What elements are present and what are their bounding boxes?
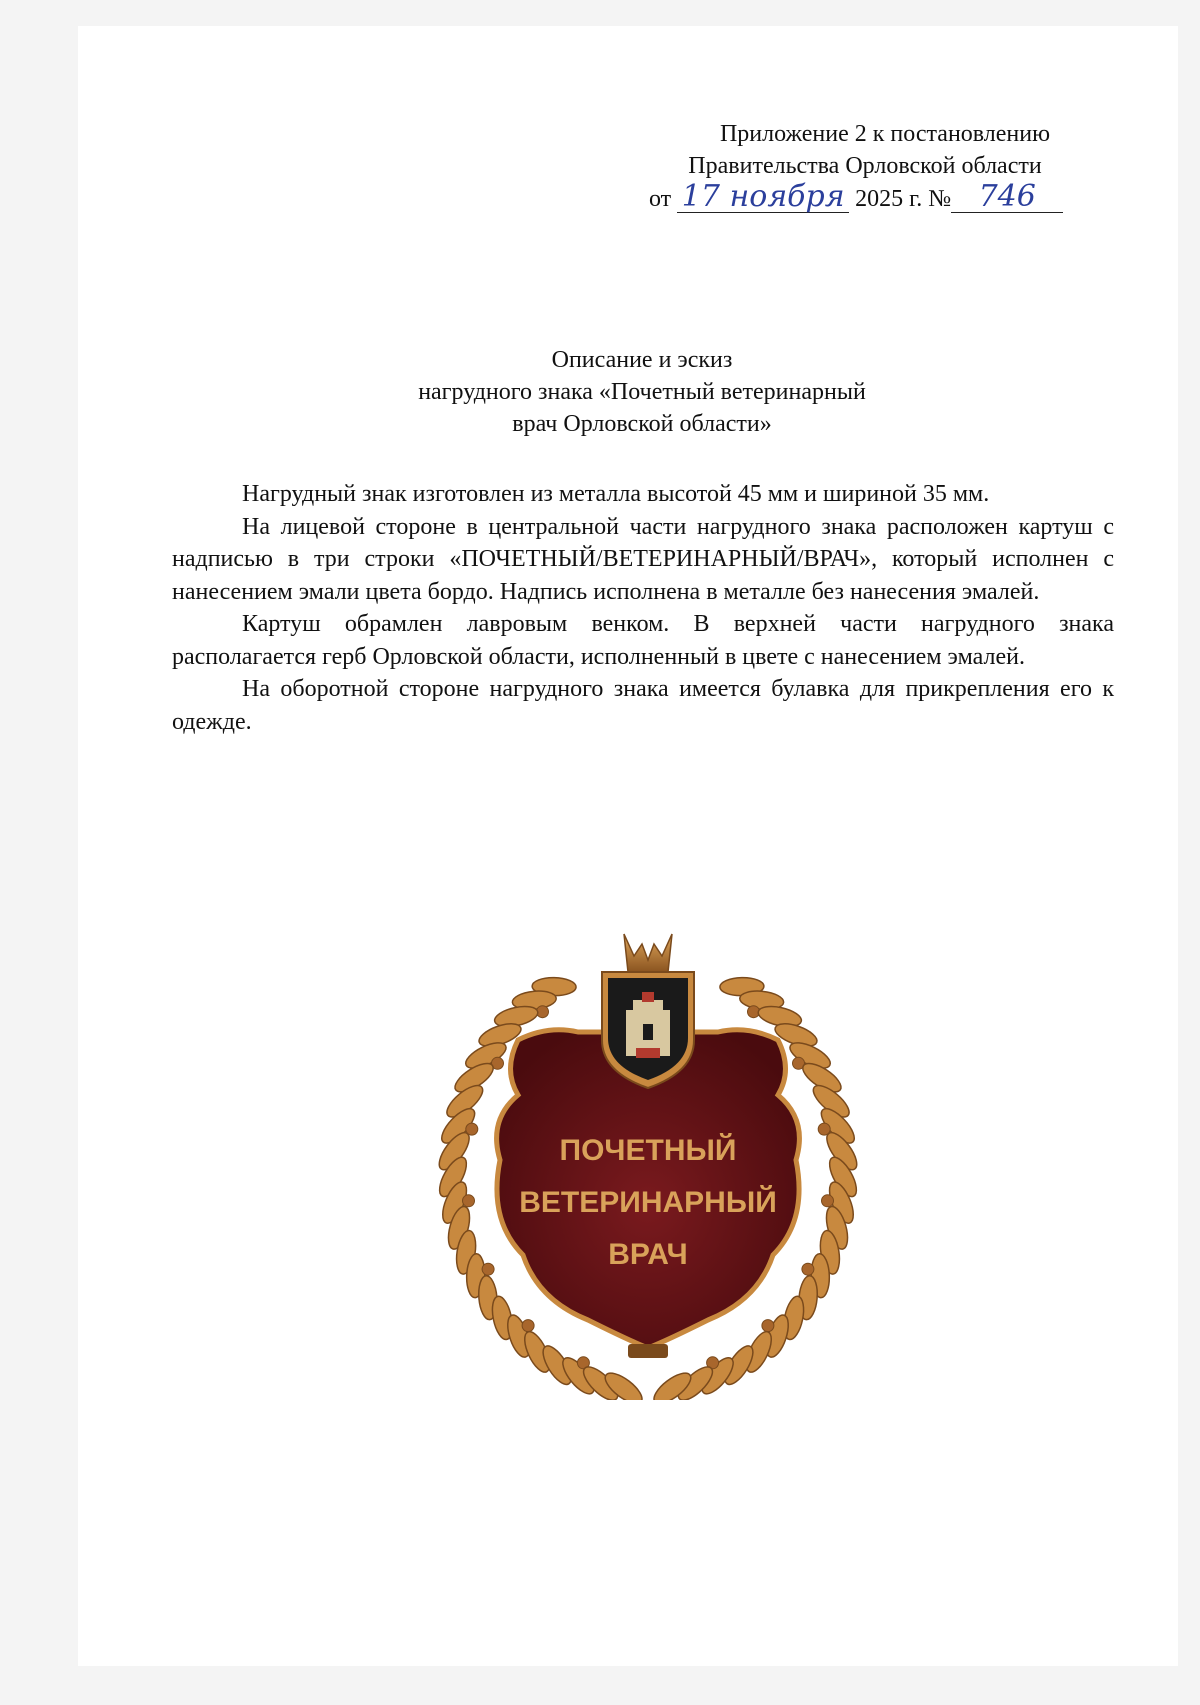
laurel-berry xyxy=(463,1195,475,1207)
year-text: 2025 г. № xyxy=(855,186,952,212)
badge-image xyxy=(428,920,868,1400)
appendix-line-2: Правительства Орловской области xyxy=(688,153,1042,179)
handwritten-date: 17 ноября xyxy=(677,182,849,213)
laurel-berry xyxy=(482,1263,494,1275)
document-page xyxy=(78,26,1178,1666)
title-line-3: врач Орловской области» xyxy=(512,411,772,437)
description-body xyxy=(172,478,1114,738)
coat-of-arms xyxy=(602,934,694,1088)
appendix-line-1: Приложение 2 к постановлению xyxy=(719,121,1051,147)
date-prefix: от xyxy=(649,186,672,212)
wreath-ribbon xyxy=(628,1344,668,1358)
paragraph-4: На оборотной стороне нагрудного знака имеется булавка для прикрепления его к одежде. xyxy=(172,676,1114,735)
title-line-1: Описание и эскиз xyxy=(551,347,733,373)
document-title xyxy=(170,344,1114,440)
appendix-header xyxy=(600,118,1130,215)
paragraph-3: Картуш обрамлен лавровым венком. В верхней части нагрудного знака располагается герб Орловской области, исполненный в цвете с нанесением эмалей. xyxy=(172,611,1114,670)
badge-sketch xyxy=(428,920,868,1400)
laurel-berry xyxy=(762,1320,774,1332)
badge-text-line-2: ВЕТЕРИНАРНЫЙ xyxy=(519,1186,777,1219)
appendix-date-line xyxy=(600,179,1130,215)
handwritten-number: 746 xyxy=(951,182,1063,213)
laurel-berry xyxy=(522,1320,534,1332)
paragraph-2: На лицевой стороне в центральной части нагрудного знака расположен картуш с надписью в три строки «ПОЧЕТНЫЙ/ВЕТЕРИНАРНЫЙ/ВРАЧ», который исполнен с нанесением эмали цвета бордо. Надпись исполнена в металле без нанесения эмалей. xyxy=(172,513,1114,605)
laurel-berry xyxy=(802,1263,814,1275)
title-line-2: нагрудного знака «Почетный ветеринарный xyxy=(418,379,866,405)
badge-text-line-1: ПОЧЕТНЫЙ xyxy=(559,1134,737,1167)
laurel-berry xyxy=(822,1195,834,1207)
paragraph-1: Нагрудный знак изготовлен из металла высотой 45 мм и шириной 35 мм. xyxy=(242,481,990,507)
badge-text-line-3: ВРАЧ xyxy=(608,1238,688,1271)
